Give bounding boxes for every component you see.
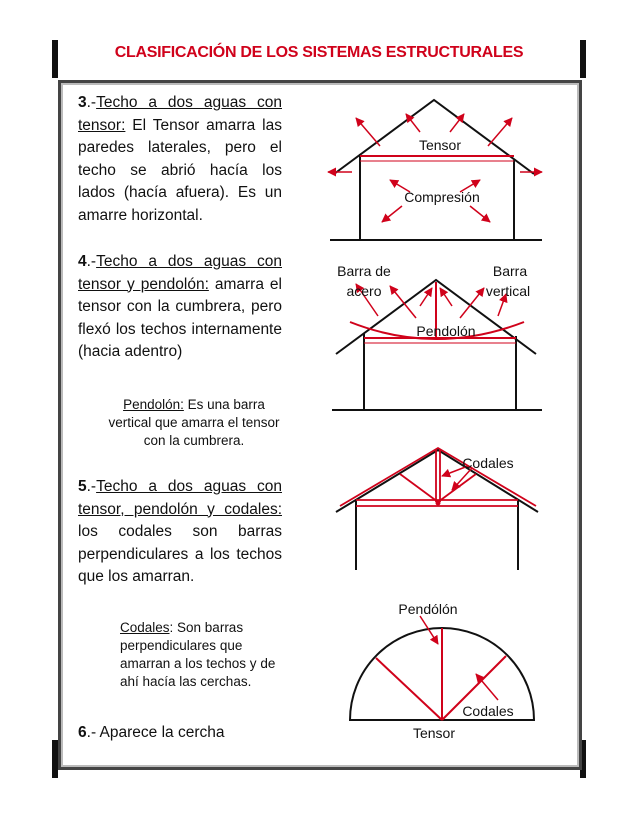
truss-node	[436, 501, 441, 506]
codales-note	[120, 619, 296, 691]
section-5-body: los codales son barras perpendiculares a los techos que los amarran.	[78, 523, 282, 585]
section-6-body: - Aparece la cercha	[90, 724, 225, 741]
section-5-text: 5.-Techo a dos aguas con tensor, pendolón y codales: los codales son barras perpendiculares a los techos que los amarran.	[78, 478, 282, 585]
label-codales: Codales	[462, 455, 514, 471]
section-4-body: amarra el tensor con la cumbrera, pero flexó los techos internamente (hacia adentro)	[78, 275, 282, 360]
section-3-number: 3	[78, 94, 87, 111]
codales-note-heading: Codales	[120, 620, 170, 635]
diagram-pendolon	[320, 258, 550, 418]
label-tensor: Tensor	[418, 137, 462, 153]
frame-corner-top-right	[580, 40, 586, 78]
diagram-tensor	[320, 88, 550, 248]
section-4-text: 4.-Techo a dos aguas con tensor y pendolón: amarra el tensor con la cumbrera, pero flexó los techos internamente (hacia adentro)	[78, 253, 282, 360]
label-barra: Barra	[492, 263, 528, 279]
section-5-number: 5	[78, 478, 87, 495]
diagram-codales	[320, 446, 550, 576]
label-tensor-cercha: Tensor	[412, 725, 456, 741]
label-compresion: Compresión	[404, 189, 480, 205]
section-5-heading: Techo a dos aguas con tensor, pendolón y codales:	[78, 478, 282, 518]
label-pendolon: Pendolón	[416, 323, 476, 339]
pendolon-note-heading: Pendolón:	[123, 397, 184, 412]
pendolon-note-body: Es una barra vertical que amarra el tensor con la cumbrera.	[108, 397, 280, 448]
diagram-cercha	[320, 594, 550, 744]
label-pendolon-cercha: Pendólón	[398, 601, 458, 617]
section-6-number: 6	[78, 724, 87, 741]
label-acero: acero	[346, 283, 382, 299]
page-title: CLASIFICACIÓN DE LOS SISTEMAS ESTRUCTURALES	[114, 44, 524, 61]
section-4-heading: Techo a dos aguas con tensor y pendolón:	[78, 253, 282, 293]
codales-note-body: : Son barras perpendiculares que amarran a los techos y de ahí hacía las cerchas.	[120, 620, 276, 689]
pendolon-note	[108, 396, 280, 450]
section-3-text: 3.-Techo a dos aguas con tensor: El Tensor amarra las paredes laterales, pero el techo se abrió hacía los lados (hacía afuera). Es un amarre horizontal.	[78, 94, 282, 224]
label-vertical: vertical	[485, 283, 531, 299]
section-3-heading: Techo a dos aguas con tensor:	[78, 94, 282, 134]
label-barra-de: Barra de	[337, 263, 391, 279]
section-3-body: El Tensor amarra las paredes laterales, pero el techo se abrió hacía los lados (hacía afuera). Es un amarre horizontal.	[78, 116, 282, 224]
section-4-number: 4	[78, 253, 87, 270]
section-6-text: 6.- Aparece la cercha	[78, 724, 225, 741]
label-codales-cercha: Codales	[462, 703, 514, 719]
